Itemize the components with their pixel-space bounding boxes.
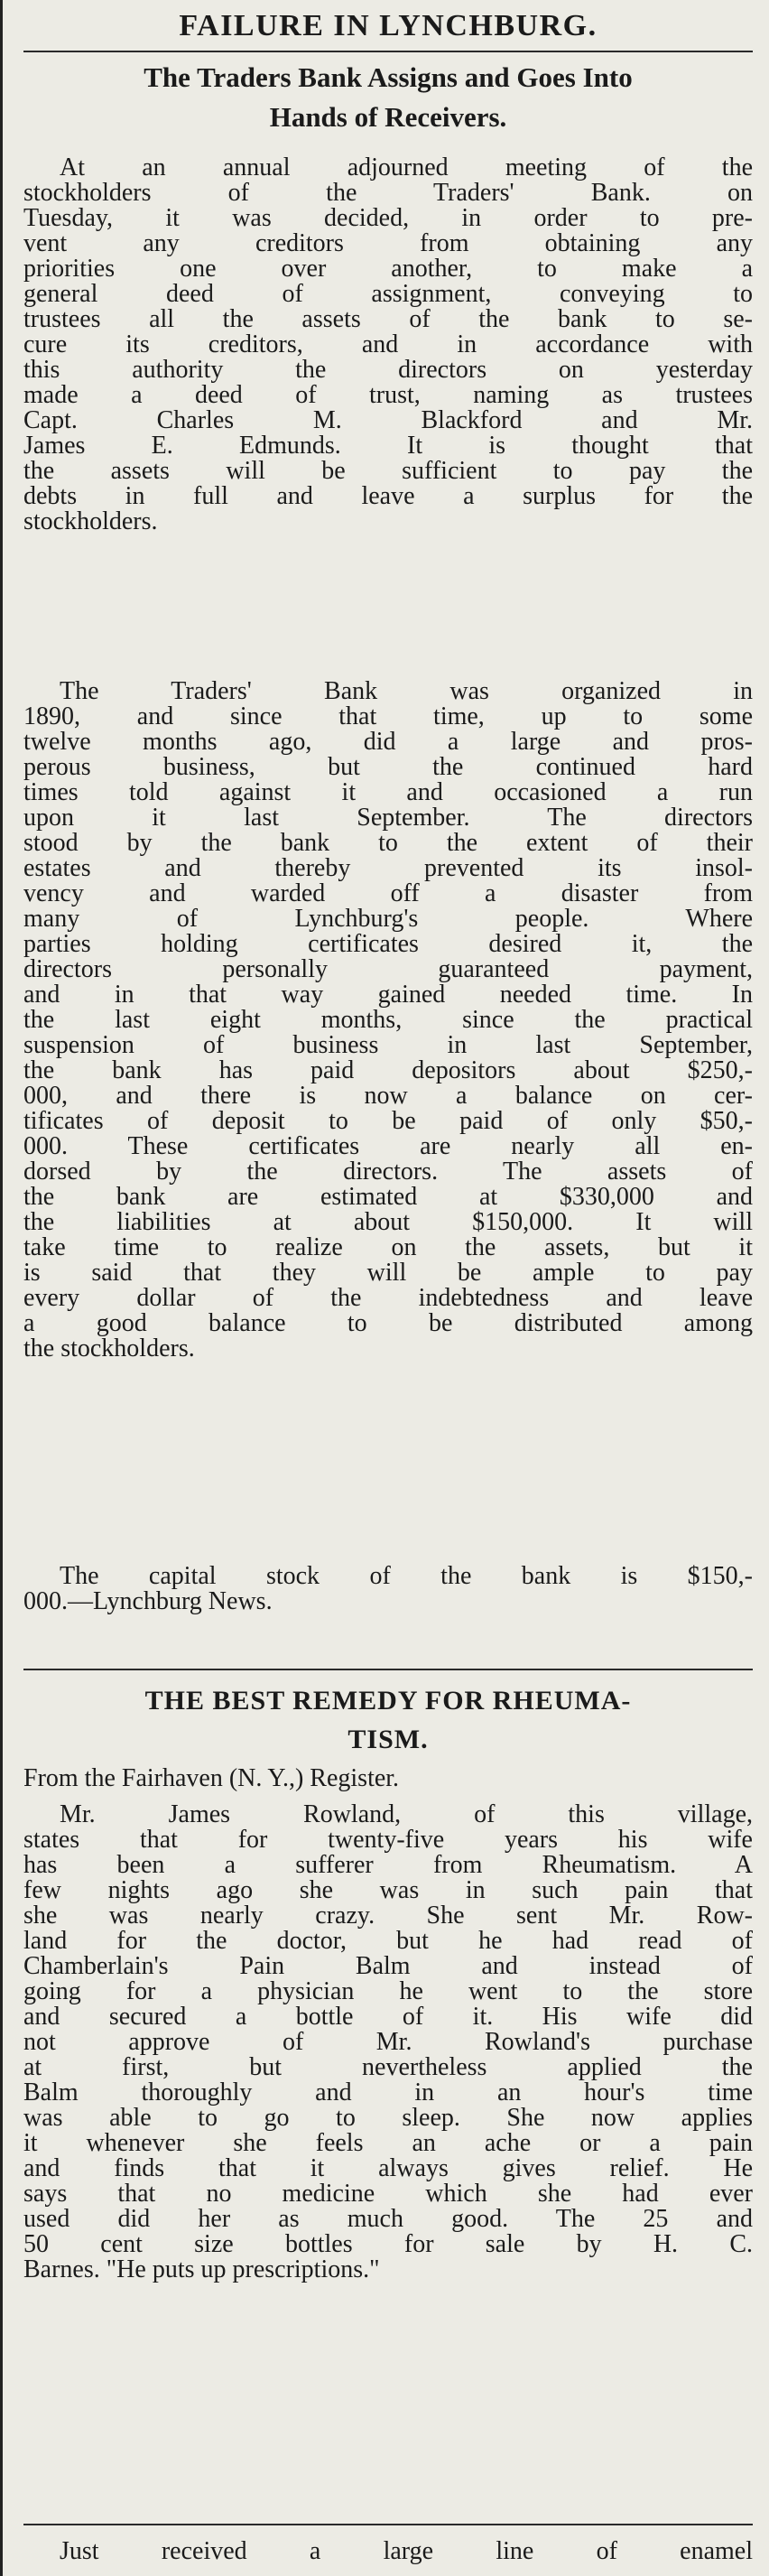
text-line: every dollar of the indebtedness and leave <box>23 1286 753 1311</box>
text-line: it whenever she feels an ache or a pain <box>23 2131 753 2156</box>
text-line: and in that way gained needed time. In <box>23 982 753 1008</box>
text-line: vency and warded off a disaster from <box>23 881 753 907</box>
text-line: Tuesday, it was decided, in order to pre- <box>23 206 753 231</box>
text-line: 000, and there is now a balance on cer- <box>23 1083 753 1109</box>
article-separator-rule <box>23 1669 753 1670</box>
text-line: twelve months ago, did a large and pros- <box>23 730 753 755</box>
text-line: going for a physician he went to the store <box>23 1979 753 2004</box>
text-line: the assets will be sufficient to pay the <box>23 459 753 484</box>
article2-paragraph-1 <box>23 1802 753 2283</box>
column-left-rule <box>0 0 3 2576</box>
text-line: 50 cent size bottles for sale by H. C. <box>23 2232 753 2257</box>
text-line: the bank has paid depositors about $250,- <box>23 1058 753 1083</box>
text-line: dorsed by the directors. The assets of <box>23 1159 753 1185</box>
headline-best-remedy <box>23 1681 753 1759</box>
text-line: vent any creditors from obtaining any <box>23 231 753 256</box>
text-line: states that for twenty-five years his wife <box>23 1827 753 1853</box>
headline-failure-in-lynchburg: FAILURE IN LYNCHBURG. <box>179 9 598 42</box>
text-line: is said that they will be ample to pay <box>23 1260 753 1286</box>
text-line: cure its creditors, and in accordance with <box>23 332 753 358</box>
source-byline <box>23 1766 753 1791</box>
text-line: and finds that it always gives relief. He <box>23 2156 753 2181</box>
headline-line: THE BEST REMEDY FOR RHEUMA- <box>144 1686 632 1716</box>
text-line: Capt. Charles M. Blackford and Mr. <box>23 408 753 433</box>
text-line: debts in full and leave a surplus for the <box>23 484 753 509</box>
text-line: many of Lynchburg's people. Where <box>23 907 753 932</box>
text-line: Chamberlain's Pain Balm and instead of <box>23 1954 753 1979</box>
text-line: Just received a large line of enamel <box>60 2539 753 2564</box>
subheadline <box>23 58 753 137</box>
text-line: upon it last September. The directors <box>23 805 753 831</box>
text-line: the liabilities at about $150,000. It will <box>23 1210 753 1235</box>
text-line: the bank are estimated at $330,000 and <box>23 1185 753 1210</box>
article1-paragraph-3 <box>23 1564 753 1614</box>
text-line: she was nearly crazy. She sent Mr. Row- <box>23 1903 753 1929</box>
article1-paragraph-2 <box>23 679 753 1362</box>
text-line: estates and thereby prevented its insol- <box>23 856 753 881</box>
text-line: At an annual adjourned meeting of the <box>60 155 753 181</box>
text-line: has been a sufferer from Rheumatism. A <box>23 1853 753 1878</box>
text-line: this authority the directors on yesterday <box>23 358 753 383</box>
text-line: few nights ago she was in such pain that <box>23 1878 753 1903</box>
article1-paragraph-1 <box>23 155 753 535</box>
text-line: directors personally guaranteed payment, <box>23 957 753 982</box>
text-line: perous business, but the continued hard <box>23 755 753 780</box>
subheadline-line: The Traders Bank Assigns and Goes Into <box>144 61 633 93</box>
headline-line: TISM. <box>347 1725 429 1754</box>
text-line: 000.—Lynchburg News. <box>23 1589 273 1614</box>
text-line: times told against it and occasioned a run <box>23 780 753 805</box>
text-line: 000. These certificates are nearly all en- <box>23 1134 753 1159</box>
text-line: James E. Edmunds. It is thought that <box>23 433 753 459</box>
text-line: stockholders. <box>23 509 158 535</box>
text-line: take time to realize on the assets, but it <box>23 1235 753 1260</box>
subheadline-line: Hands of Receivers. <box>269 101 507 133</box>
text-line: was able to go to sleep. She now applies <box>23 2106 753 2131</box>
text-line: The Traders' Bank was organized in <box>60 679 753 704</box>
text-line: parties holding certificates desired it, the <box>23 932 753 957</box>
text-line: land for the doctor, but he had read of <box>23 1929 753 1954</box>
text-line: Barnes. "He puts up prescriptions." <box>23 2257 380 2283</box>
text-line: not approve of Mr. Rowland's purchase <box>23 2030 753 2055</box>
source-line: From the Fairhaven (N. Y.,) Register. <box>23 1766 400 1791</box>
text-line: at first, but nevertheless applied the <box>23 2055 753 2080</box>
text-line: says that no medicine which she had ever <box>23 2181 753 2207</box>
next-article-fragment <box>23 2539 753 2564</box>
text-line: suspension of business in last September, <box>23 1033 753 1058</box>
text-line: trustees all the assets of the bank to se- <box>23 307 753 332</box>
text-line: a good balance to be distributed among <box>23 1311 753 1336</box>
text-line: Mr. James Rowland, of this village, <box>60 1802 753 1827</box>
text-line: the stockholders. <box>23 1336 195 1362</box>
article-separator-rule-2 <box>23 2524 753 2525</box>
text-line: general deed of assignment, conveying to <box>23 282 753 307</box>
text-line: 1890, and since that time, up to some <box>23 704 753 730</box>
text-line: priorities one over another, to make a <box>23 256 753 282</box>
text-line: The capital stock of the bank is $150,- <box>60 1564 753 1589</box>
text-line: and secured a bottle of it. His wife did <box>23 2004 753 2030</box>
text-line: Balm thoroughly and in an hour's time <box>23 2080 753 2106</box>
text-line: the last eight months, since the practical <box>23 1008 753 1033</box>
text-line: tificates of deposit to be paid of only $50,- <box>23 1109 753 1134</box>
text-line: stood by the bank to the extent of their <box>23 831 753 856</box>
text-line: made a deed of trust, naming as trustees <box>23 383 753 408</box>
headline-rule <box>23 51 753 52</box>
text-line: stockholders of the Traders' Bank. on <box>23 181 753 206</box>
text-line: used did her as much good. The 25 and <box>23 2207 753 2232</box>
